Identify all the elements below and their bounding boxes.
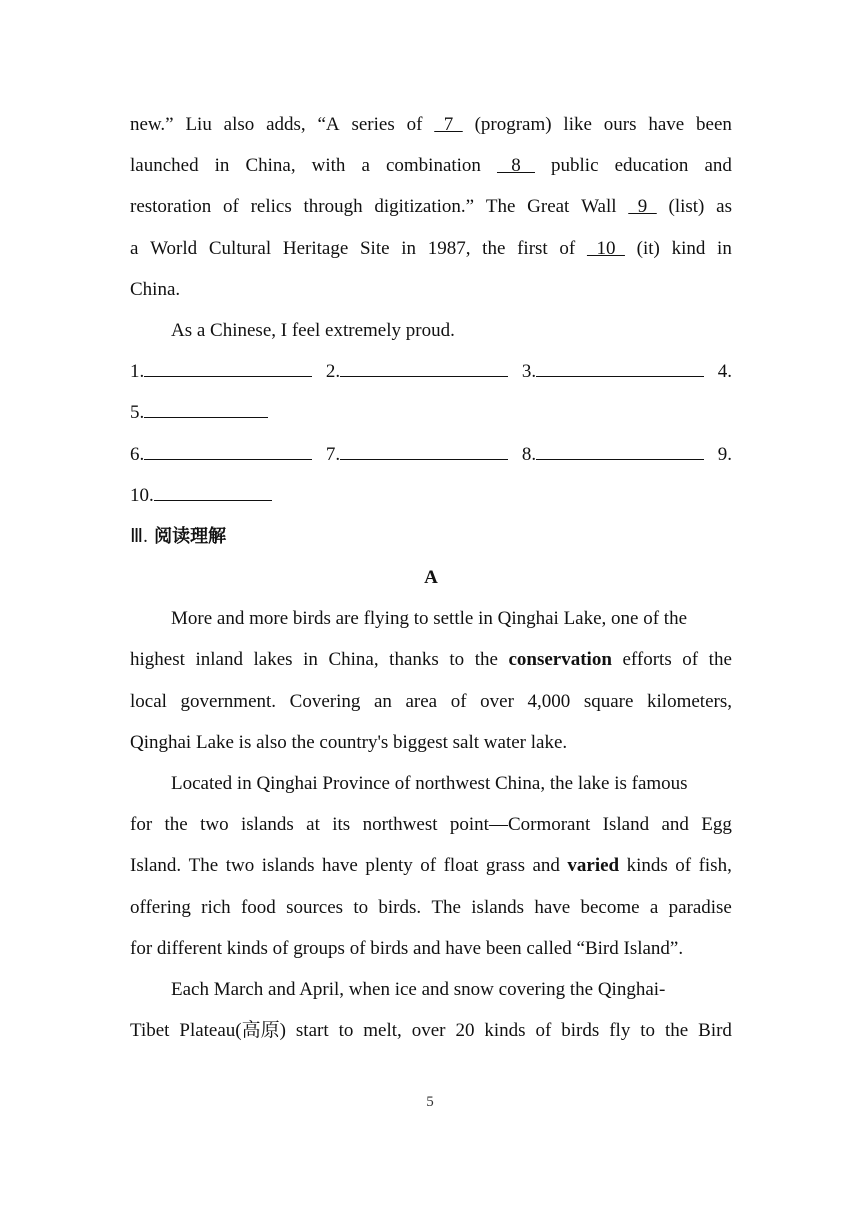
section-number: Ⅲ. (130, 525, 148, 547)
answer-row-1-tail (130, 392, 732, 433)
word: of (559, 237, 576, 259)
word: in (214, 155, 230, 177)
paragraph-line (130, 145, 732, 186)
word: China, (328, 649, 379, 671)
word: efforts (622, 649, 672, 671)
word: 20 (455, 1020, 475, 1042)
word: series (351, 114, 395, 135)
answer-underline[interactable] (536, 360, 704, 377)
answer-underline[interactable] (340, 360, 508, 377)
word: China, (245, 155, 296, 177)
word: paradise (668, 896, 732, 918)
word: Cultural (208, 237, 272, 259)
word: kinds (484, 1020, 526, 1042)
word: first (517, 237, 548, 259)
line-text: Qinghai Lake is also the country's biggest salt water lake. (130, 731, 568, 753)
word: square (583, 690, 634, 712)
word: Liu (185, 114, 212, 135)
bold-word: conservation (508, 649, 612, 671)
word: launched (130, 155, 199, 177)
word: grass (485, 855, 525, 877)
answer-slot[interactable] (718, 434, 732, 475)
word: Heritage (282, 237, 349, 259)
paragraph-line (130, 104, 732, 145)
answer-number: 7. (325, 443, 341, 465)
word: to (338, 1020, 354, 1042)
passage-line (130, 845, 732, 886)
word: at (306, 814, 320, 836)
answer-slot[interactable] (130, 351, 312, 392)
word: fish, (698, 855, 732, 877)
answer-underline[interactable] (536, 443, 704, 460)
answer-number: 8. (521, 443, 537, 465)
word: restoration (130, 196, 212, 218)
word: a (649, 896, 659, 918)
word: Great (527, 196, 570, 218)
word: The (431, 896, 461, 918)
passage-line (130, 969, 732, 1010)
word: 1987, (427, 237, 471, 259)
word: in (401, 237, 417, 259)
word: northwest (362, 814, 438, 836)
line-text: More and more birds are flying to settle in Qinghai Lake, one of the (171, 608, 688, 630)
answer-row-1 (130, 351, 732, 392)
word: of (675, 855, 692, 877)
word: islands (241, 814, 294, 836)
word: to (449, 649, 465, 671)
word: start (295, 1020, 329, 1042)
word: kilometers, (647, 690, 732, 712)
passage-line (130, 722, 732, 763)
word: to (353, 896, 369, 918)
word: of (535, 1020, 552, 1042)
word: “A (317, 114, 340, 135)
answer-number: 4. (717, 361, 732, 383)
answer-number: 10. (130, 484, 154, 506)
answer-slot[interactable] (130, 475, 272, 516)
paragraph-line (130, 186, 732, 227)
word: inland (195, 649, 243, 671)
section-title: 阅读理解 (147, 525, 227, 547)
word: and (661, 814, 689, 836)
word: Wall (581, 196, 617, 218)
word: World (150, 237, 198, 259)
word: over (480, 690, 514, 712)
page-number: 5 (426, 1094, 434, 1110)
word: new.” (130, 114, 174, 135)
fill-blank: 9 (628, 196, 657, 218)
word: and (704, 155, 732, 177)
word: melt, (363, 1020, 402, 1042)
answer-row-2-tail (130, 475, 732, 516)
word: of (450, 690, 467, 712)
word: offering (130, 896, 191, 918)
answer-number: 6. (130, 443, 145, 465)
answer-slot[interactable] (130, 434, 312, 475)
word: islands (471, 896, 525, 918)
word: (it) (636, 237, 660, 259)
word: Site (359, 237, 390, 259)
word: area (405, 690, 438, 712)
word: Island. (130, 855, 182, 877)
word: as (716, 196, 732, 218)
word: digitization.” (374, 196, 475, 218)
word: the (708, 649, 732, 671)
word: through (303, 196, 363, 218)
document-page (130, 104, 732, 1051)
word: Island (602, 814, 650, 836)
word: and (532, 855, 560, 877)
passage-line (130, 1010, 732, 1051)
answer-slot[interactable] (718, 351, 732, 392)
word: its (332, 814, 351, 836)
passage-line (130, 598, 732, 639)
word: (program) (474, 114, 552, 135)
word: highest (130, 649, 185, 671)
word: float (443, 855, 479, 877)
word: two (200, 814, 229, 836)
word: birds. (378, 896, 422, 918)
word: Tibet (130, 1020, 170, 1042)
answer-underline[interactable] (154, 484, 272, 501)
fill-blank: 7 (434, 114, 463, 135)
word: have (534, 896, 571, 918)
word: government. (180, 690, 277, 712)
word: of (223, 196, 239, 218)
word: an (373, 690, 392, 712)
word: of (406, 114, 423, 135)
bold-word: varied (567, 855, 620, 877)
word: Plateau(高原) (179, 1020, 286, 1042)
word: ours (603, 114, 637, 135)
paragraph-line (130, 269, 732, 310)
word: with (311, 155, 346, 177)
word: two (225, 855, 255, 877)
word: adds, (266, 114, 306, 135)
word: thanks (389, 649, 439, 671)
word: islands (261, 855, 315, 877)
word: fly (609, 1020, 631, 1042)
word: combination (385, 155, 481, 177)
answer-number: 3. (521, 361, 537, 383)
word: the (164, 814, 188, 836)
answer-number: 9. (717, 443, 732, 465)
word: like (563, 114, 592, 135)
answer-underline[interactable] (340, 443, 508, 460)
answer-underline[interactable] (144, 401, 268, 418)
word: the (482, 237, 506, 259)
passage-line (130, 639, 732, 680)
word: rich (201, 896, 231, 918)
word: to (640, 1020, 656, 1042)
answer-slot[interactable] (130, 392, 268, 433)
word: The (188, 855, 219, 877)
passage-line (130, 763, 732, 804)
word: have (648, 114, 685, 135)
word: Egg (701, 814, 732, 836)
word: (list) (668, 196, 705, 218)
passage-line (130, 681, 732, 722)
answer-slot[interactable] (522, 351, 704, 392)
word: of (420, 855, 437, 877)
answer-row-2 (130, 434, 732, 475)
passage-label: A (424, 567, 438, 589)
word: in (303, 649, 318, 671)
line-text: Each March and April, when ice and snow covering the Qinghai- (171, 978, 666, 1000)
paragraph-line (130, 228, 732, 269)
word: Bird (698, 1020, 732, 1042)
answer-number: 2. (325, 361, 341, 383)
closing-line (130, 310, 732, 351)
word: kind (671, 237, 706, 259)
word: Covering (289, 690, 361, 712)
line-text: for different kinds of groups of birds and have been called “Bird Island”. (130, 937, 684, 959)
passage-line (130, 804, 732, 845)
line-text: As a Chinese, I feel extremely proud. (171, 319, 455, 341)
word: China. (130, 278, 181, 300)
word: The (485, 196, 516, 218)
fill-blank: 8 (496, 155, 535, 177)
word: public (551, 155, 599, 177)
word: a (361, 155, 370, 177)
answer-underline[interactable] (144, 360, 312, 377)
word: plenty (365, 855, 413, 877)
word: become (580, 896, 640, 918)
word: of (682, 649, 699, 671)
word: education (614, 155, 689, 177)
word: food (240, 896, 276, 918)
word: the (474, 649, 498, 671)
answer-number: 1. (130, 361, 145, 383)
passage-line (130, 928, 732, 969)
answer-number: 5. (130, 402, 145, 424)
answer-slot[interactable] (326, 351, 508, 392)
word: a (130, 237, 139, 259)
word: relics (250, 196, 292, 218)
word: sources (286, 896, 344, 918)
word: kinds (626, 855, 668, 877)
word: birds (561, 1020, 600, 1042)
word: 4,000 (527, 690, 571, 712)
word: have (321, 855, 358, 877)
word: local (130, 690, 167, 712)
answer-slot[interactable] (522, 434, 704, 475)
word: the (664, 1020, 689, 1042)
answer-slot[interactable] (326, 434, 508, 475)
word: in (717, 237, 732, 259)
word: over (411, 1020, 446, 1042)
passage-line (130, 887, 732, 928)
word: lakes (253, 649, 293, 671)
fill-blank: 10 (586, 237, 625, 259)
word: point—Cormorant (449, 814, 591, 836)
line-text: Located in Qinghai Province of northwest China, the lake is famous (171, 773, 688, 794)
word: also (223, 114, 255, 135)
answer-underline[interactable] (144, 443, 312, 460)
word: for (130, 814, 153, 836)
section-heading (130, 516, 732, 557)
word: been (696, 114, 732, 135)
